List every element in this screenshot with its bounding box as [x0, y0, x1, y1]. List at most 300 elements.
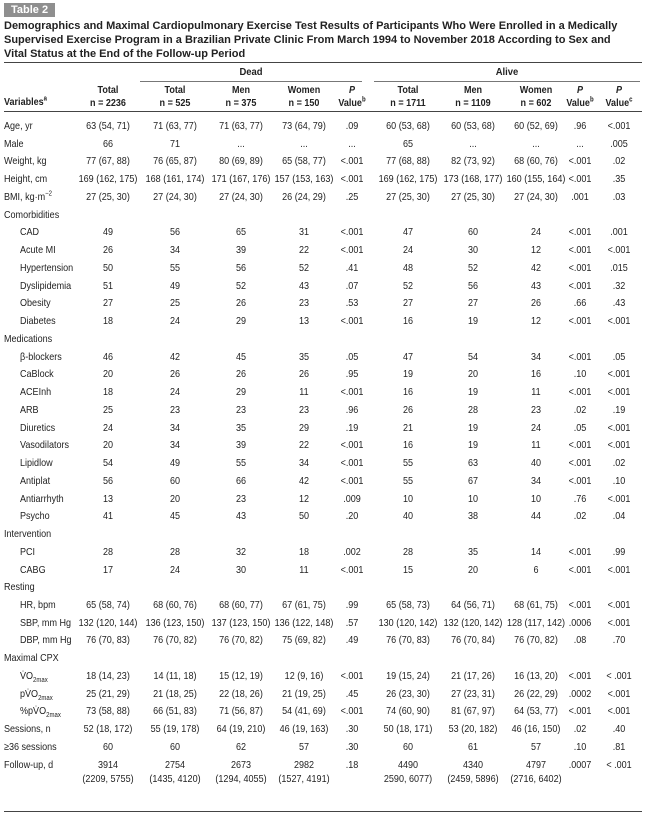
table-cell: <.001	[568, 545, 592, 558]
row-label: $pV̇O_{2max}$	[20, 687, 53, 702]
table-cell: 11	[299, 563, 309, 576]
table-cell: 19	[467, 439, 479, 452]
table-cell: 34	[530, 350, 542, 363]
table-cell: <.001	[340, 386, 364, 399]
table-cell: 49	[169, 457, 181, 470]
table-cell: 12	[530, 244, 542, 257]
table-cell: 28	[467, 403, 479, 416]
table-cell: <.001	[568, 474, 592, 487]
column-header-top: Men	[463, 84, 483, 96]
table-cell: 71 (63, 77)	[219, 120, 263, 132]
header-rule	[4, 111, 642, 112]
table-cell: 16	[402, 386, 414, 399]
column-header-top: P	[348, 84, 356, 96]
table-cell: 54	[102, 457, 114, 470]
table-cell: .04	[612, 510, 626, 523]
table-cell: 38	[467, 510, 479, 523]
table-cell: 74 (60, 90)	[386, 705, 430, 718]
row-label: Psycho	[20, 510, 50, 523]
table-cell: <.001	[568, 350, 592, 363]
table-cell: 60 (53, 68)	[451, 120, 495, 132]
table-cell: 10	[402, 492, 414, 505]
row-label: β-blockers	[20, 350, 62, 363]
row-label: Sessions, n	[4, 723, 51, 736]
column-header-variables: Variables$^a$	[4, 95, 48, 108]
table-cell: 47	[402, 226, 414, 239]
row-label: BMI, $kg\cdot m^{-2}$	[4, 190, 53, 203]
table-cell: 132 (120, 144)	[78, 616, 138, 629]
row-label: Weight, kg	[4, 155, 47, 168]
row-label: PCI	[20, 545, 36, 558]
table-cell: 26	[298, 368, 310, 381]
table-cell: .10	[573, 740, 587, 753]
label-subscript: 2max	[33, 677, 48, 685]
table-cell: <.001	[607, 368, 631, 381]
table-cell: 15	[402, 563, 414, 576]
table-cell: 29	[298, 421, 310, 434]
table-cell: 71 (56, 87)	[219, 705, 263, 718]
table-cell: 50	[298, 510, 310, 523]
table-cell: <.001	[568, 439, 592, 452]
header-footnote-mark: b	[361, 96, 366, 104]
table-cell: 25	[169, 297, 181, 310]
table-cell-range: (1294, 4055)	[215, 772, 267, 785]
row-label: Follow-up, d	[4, 758, 54, 771]
table-cell: <.001	[568, 244, 592, 257]
table-cell: .03	[612, 190, 626, 203]
table-cell: 137 (123, 150)	[211, 616, 271, 629]
table-cell: 168 (161, 174)	[145, 173, 205, 186]
table-cell: .0007	[568, 758, 592, 771]
table-cell: 60 (53, 68)	[386, 120, 430, 132]
table-cell: .08	[573, 634, 587, 647]
table-cell: 26	[235, 297, 247, 310]
row-label: Vasodilators	[20, 439, 70, 452]
table-cell: 18	[298, 545, 310, 558]
table-cell: 76 (70, 82)	[153, 634, 197, 647]
table-cell: 26	[530, 297, 542, 310]
table-cell: 77 (68, 88)	[386, 155, 430, 168]
table-cell: < .001	[606, 669, 632, 682]
table-cell: 27 (25, 30)	[86, 190, 130, 203]
table-title: Demographics and Maximal Cardiopulmonary Exercise Test Results of Participants Who Were Enrolled in a Medically Supervised Exercise Program in a Brazilian Private Clinic From March 1994 to November 2018 According to Sex and Vital Status at the End of the Follow-up Period	[4, 20, 618, 60]
table-cell: .43	[612, 297, 626, 310]
table-cell: .40	[612, 723, 626, 736]
table-cell: 24	[530, 421, 542, 434]
table-cell: 11	[299, 386, 309, 399]
dead-group-rule	[140, 81, 362, 82]
table-cell: 68 (60, 77)	[219, 598, 263, 611]
table-cell: 13	[298, 315, 310, 328]
table-cell: 60 (52, 69)	[514, 120, 558, 132]
table-cell: 28	[402, 545, 414, 558]
section-heading: Comorbidities	[4, 208, 60, 221]
table-cell: 46	[102, 350, 114, 363]
label-superscript: −2	[45, 190, 53, 198]
table-cell: 27	[102, 297, 114, 310]
table-cell: 67	[467, 474, 479, 487]
table-cell: .20	[345, 510, 359, 523]
table-cell: 22	[298, 439, 310, 452]
table-cell: 64 (56, 71)	[451, 598, 495, 611]
table-cell: 65	[235, 226, 247, 239]
table-cell: .18	[345, 758, 359, 771]
row-label: ACEInh	[20, 386, 52, 399]
table-cell: 51	[102, 279, 114, 292]
table-cell: 24	[169, 386, 181, 399]
table-cell: 66	[102, 137, 114, 150]
table-cell: 65 (58, 74)	[86, 598, 130, 611]
table-cell: .02	[573, 723, 587, 736]
table-cell: 40	[530, 457, 542, 470]
row-label: Male	[4, 137, 24, 150]
table-cell: <.001	[607, 598, 631, 611]
table-cell: 4340	[462, 758, 484, 771]
column-header-top: P	[576, 84, 584, 96]
table-cell: 21	[402, 421, 414, 434]
table-cell: 15 (12, 19)	[219, 669, 263, 682]
table-cell: 27 (24, 30)	[153, 190, 197, 203]
row-label: Height, cm	[4, 173, 48, 186]
table-cell: 26	[402, 403, 414, 416]
column-header-bottom: n = 2236	[90, 97, 126, 109]
table-cell: 10	[530, 492, 542, 505]
bottom-rule	[4, 811, 642, 812]
table-cell: <.001	[568, 261, 592, 274]
column-header-top: P	[615, 84, 623, 96]
table-cell: 52	[298, 261, 310, 274]
table-cell: 19 (15, 24)	[386, 669, 430, 682]
table-cell: 56	[467, 279, 479, 292]
table-cell: 26	[235, 368, 247, 381]
table-cell: 6	[533, 563, 539, 576]
table-cell: 52	[402, 279, 414, 292]
table-cell: <.001	[340, 705, 364, 718]
table-cell: 19	[467, 386, 479, 399]
table-cell: 12	[530, 315, 542, 328]
table-cell: 23	[530, 403, 542, 416]
row-label: Age, yr	[4, 120, 33, 132]
table-cell: .07	[345, 279, 359, 292]
table-cell: 57	[298, 740, 310, 753]
table-cell: 39	[235, 439, 247, 452]
table-cell: .32	[612, 279, 626, 292]
table-cell: <.001	[607, 421, 631, 434]
table-cell: <.001	[340, 155, 364, 168]
table-cell: 71 (63, 77)	[153, 120, 197, 132]
table-cell: <.001	[607, 244, 631, 257]
table-cell: .02	[612, 457, 626, 470]
table-cell: <.001	[568, 563, 592, 576]
table-cell: 71	[169, 137, 181, 150]
table-cell: 57	[530, 740, 542, 753]
table-cell: <.001	[607, 705, 631, 718]
table-cell: 42	[169, 350, 181, 363]
table-cell: 16	[402, 439, 414, 452]
table-cell: 18	[102, 315, 114, 328]
table-cell: 68 (60, 76)	[514, 155, 558, 168]
row-label: Diabetes	[20, 315, 56, 328]
table-cell: ...	[469, 137, 477, 150]
table-cell: 20	[102, 368, 114, 381]
table-cell: <.001	[607, 315, 631, 328]
table-cell: <.001	[568, 279, 592, 292]
table-cell: .02	[612, 155, 626, 168]
table-cell: 2673	[230, 758, 252, 771]
table-cell: 45	[169, 510, 181, 523]
column-header-top: Total	[164, 84, 186, 96]
table-cell: .02	[573, 403, 587, 416]
table-cell: 173 (168, 177)	[443, 173, 503, 186]
table-cell: 55 (19, 178)	[150, 723, 200, 736]
table-cell: <.001	[568, 155, 592, 168]
table-cell: 20	[102, 439, 114, 452]
table-cell: 14 (11, 18)	[153, 669, 197, 682]
table-cell: ...	[532, 137, 540, 150]
table-cell: ...	[300, 137, 308, 150]
section-heading: Maximal CPX	[4, 652, 59, 665]
column-header-bottom: n = 150	[288, 97, 320, 109]
table-cell: <.001	[568, 457, 592, 470]
table-cell: 26	[169, 368, 181, 381]
table-cell: 10	[467, 492, 479, 505]
table-cell: <.001	[340, 315, 364, 328]
table-cell: .66	[573, 297, 587, 310]
table-cell: 55	[235, 457, 247, 470]
table-cell: .45	[345, 687, 359, 700]
table-cell: 19	[467, 421, 479, 434]
table-cell: 27	[402, 297, 414, 310]
table-cell: 22	[298, 244, 310, 257]
row-label: ≥36 sessions	[4, 740, 57, 753]
table-cell: <.001	[607, 439, 631, 452]
table-cell: 43	[298, 279, 310, 292]
table-cell: 27 (25, 30)	[386, 190, 430, 203]
column-header-top: Women	[519, 84, 553, 96]
table-cell: 27	[467, 297, 479, 310]
table-cell: 24	[169, 315, 181, 328]
table-cell: 62	[235, 740, 247, 753]
table-cell: 42	[298, 474, 310, 487]
table-cell: .0006	[568, 616, 592, 629]
table-cell: 28	[169, 545, 181, 558]
column-header-bottom: Value$^b$	[338, 96, 366, 109]
row-label: DBP, mm Hg	[20, 634, 72, 647]
table-cell: 19	[402, 368, 414, 381]
table-cell: .015	[610, 261, 628, 274]
table-cell: 61	[467, 740, 479, 753]
table-cell: 73 (58, 88)	[86, 705, 130, 718]
top-rule	[4, 62, 642, 63]
table-cell: <.001	[340, 226, 364, 239]
table-cell: 29	[235, 315, 247, 328]
table-cell: 60	[102, 740, 114, 753]
table-cell: .99	[612, 545, 626, 558]
table-tag: Table 2	[4, 3, 55, 17]
table-cell: 68 (60, 76)	[153, 598, 197, 611]
table-cell: 23	[298, 297, 310, 310]
table-cell: 23	[235, 492, 247, 505]
group-dead-header: Dead	[239, 66, 263, 78]
table-cell: 136 (122, 148)	[274, 616, 334, 629]
table-cell: 54	[467, 350, 479, 363]
table-cell: 160 (155, 164)	[506, 173, 566, 186]
column-header-top: Total	[397, 84, 419, 96]
table-cell: <.001	[568, 705, 592, 718]
table-cell: .19	[612, 403, 626, 416]
row-label: Hypertension	[20, 261, 74, 274]
column-header-top: Total	[97, 84, 119, 96]
table-cell: <.001	[607, 563, 631, 576]
table-cell: 55	[402, 457, 414, 470]
table-cell: <.001	[340, 244, 364, 257]
row-label: Antiarrhyth	[20, 492, 64, 505]
table-cell: .10	[612, 474, 626, 487]
table-cell: 44	[530, 510, 542, 523]
table-cell: 76 (65, 87)	[153, 155, 197, 168]
table-cell: 157 (153, 163)	[274, 173, 334, 186]
table-cell: 27 (24, 30)	[514, 190, 558, 203]
table-cell: 27 (24, 30)	[219, 190, 263, 203]
column-header-top: Men	[231, 84, 251, 96]
column-header-bottom: Value$^c$	[605, 96, 633, 109]
table-cell: 76 (70, 82)	[514, 634, 558, 647]
table-cell: 63 (54, 71)	[86, 120, 130, 132]
table-cell: 169 (162, 175)	[378, 173, 438, 186]
table-cell: <.001	[340, 439, 364, 452]
table-cell: 128 (117, 142)	[506, 616, 566, 629]
table-cell: 76 (70, 83)	[386, 634, 430, 647]
table-cell: 2754	[164, 758, 186, 771]
row-label: Lipidlow	[20, 457, 53, 470]
table-cell: 49	[102, 226, 114, 239]
section-heading: Intervention	[4, 528, 52, 541]
row-label: $V̇O_{2max}$	[20, 669, 48, 685]
table-cell: 46 (19, 163)	[279, 723, 329, 736]
table-cell: <.001	[568, 598, 592, 611]
table-cell: 16 (13, 20)	[514, 669, 558, 682]
header-footnote-mark: c	[629, 96, 633, 104]
table-cell: 132 (120, 142)	[443, 616, 503, 629]
table-cell: 26 (22, 29)	[514, 687, 558, 700]
row-label: Obesity	[20, 297, 51, 310]
table-cell: 19	[467, 315, 479, 328]
table-cell: 66 (51, 83)	[153, 705, 197, 718]
table-cell: .001	[610, 226, 628, 239]
table-cell: 54 (41, 69)	[282, 705, 326, 718]
table-cell: 24	[102, 421, 114, 434]
row-label: SBP, mm Hg	[20, 616, 72, 629]
table-cell: 52	[235, 279, 247, 292]
table-cell: .53	[345, 297, 359, 310]
row-label: CaBlock	[20, 368, 54, 381]
table-cell: 12 (9, 16)	[284, 669, 324, 682]
table-cell: 50	[102, 261, 114, 274]
table-cell: 11	[531, 439, 541, 452]
table-cell: 50 (18, 171)	[383, 723, 433, 736]
table-cell: 73 (64, 79)	[282, 120, 326, 132]
table-cell: 27 (25, 30)	[451, 190, 495, 203]
table-cell: 41	[102, 510, 114, 523]
table-cell: 34	[169, 244, 181, 257]
table-cell: 77 (67, 88)	[86, 155, 130, 168]
table-cell: 24	[402, 244, 414, 257]
table-cell: 82 (73, 92)	[451, 155, 495, 168]
row-label: Antiplat	[20, 474, 51, 487]
table-cell: 18 (14, 23)	[86, 669, 130, 682]
table-cell: 55	[402, 474, 414, 487]
column-header-bottom: n = 375	[225, 97, 257, 109]
table-cell: 11	[531, 386, 541, 399]
table-cell: 52	[467, 261, 479, 274]
table-cell: 21 (18, 25)	[153, 687, 197, 700]
table-cell: 66	[235, 474, 247, 487]
table-cell: 56	[169, 226, 181, 239]
table-cell: 52 (18, 172)	[83, 723, 133, 736]
column-header-bottom: n = 1711	[390, 97, 426, 109]
table-cell: 48	[402, 261, 414, 274]
table-cell: 60	[467, 226, 479, 239]
row-label: HR, bpm	[20, 598, 56, 611]
table-cell: 13	[102, 492, 114, 505]
table-cell: .96	[573, 120, 587, 132]
table-cell: .19	[345, 421, 359, 434]
table-cell: ...	[237, 137, 245, 150]
table-cell: .30	[345, 723, 359, 736]
table-cell: 43	[235, 510, 247, 523]
table-cell: 16	[530, 368, 542, 381]
table-cell: <.001	[340, 474, 364, 487]
table-cell: <.001	[607, 616, 631, 629]
table-cell: 23	[298, 403, 310, 416]
table-cell: .09	[345, 120, 359, 132]
table-cell: 56	[235, 261, 247, 274]
table-cell: 60	[169, 740, 181, 753]
table-cell: 76 (70, 83)	[86, 634, 130, 647]
table-cell: 23	[169, 403, 181, 416]
table-cell: 55	[169, 261, 181, 274]
table-cell: <.001	[568, 386, 592, 399]
table-cell: <.001	[607, 492, 631, 505]
table-cell: .41	[345, 261, 359, 274]
row-label: CABG	[20, 563, 46, 576]
table-cell: 24	[530, 226, 542, 239]
table-cell: 23	[235, 403, 247, 416]
table-cell: 49	[169, 279, 181, 292]
table-cell: 34	[530, 474, 542, 487]
table-cell: 67 (61, 75)	[282, 598, 326, 611]
table-cell: 28	[102, 545, 114, 558]
table-cell-range: (1527, 4191)	[278, 772, 330, 785]
table-cell: 81 (67, 97)	[451, 705, 495, 718]
table-cell: 35	[467, 545, 479, 558]
table-cell: .25	[345, 190, 359, 203]
table-cell: 60	[402, 740, 414, 753]
table-cell: 169 (162, 175)	[78, 173, 138, 186]
table-cell: .005	[610, 137, 628, 150]
table-cell: 43	[530, 279, 542, 292]
table-cell: 26 (23, 30)	[386, 687, 430, 700]
table-cell: 56	[102, 474, 114, 487]
table-cell: <.001	[568, 226, 592, 239]
table-cell: .35	[612, 173, 626, 186]
table-cell: 25	[102, 403, 114, 416]
alive-group-rule	[374, 81, 640, 82]
table-cell: <.001	[607, 386, 631, 399]
table-cell: 2982	[293, 758, 315, 771]
table-cell: < .001	[606, 758, 632, 771]
table-cell-range: (2209, 5755)	[82, 772, 134, 785]
